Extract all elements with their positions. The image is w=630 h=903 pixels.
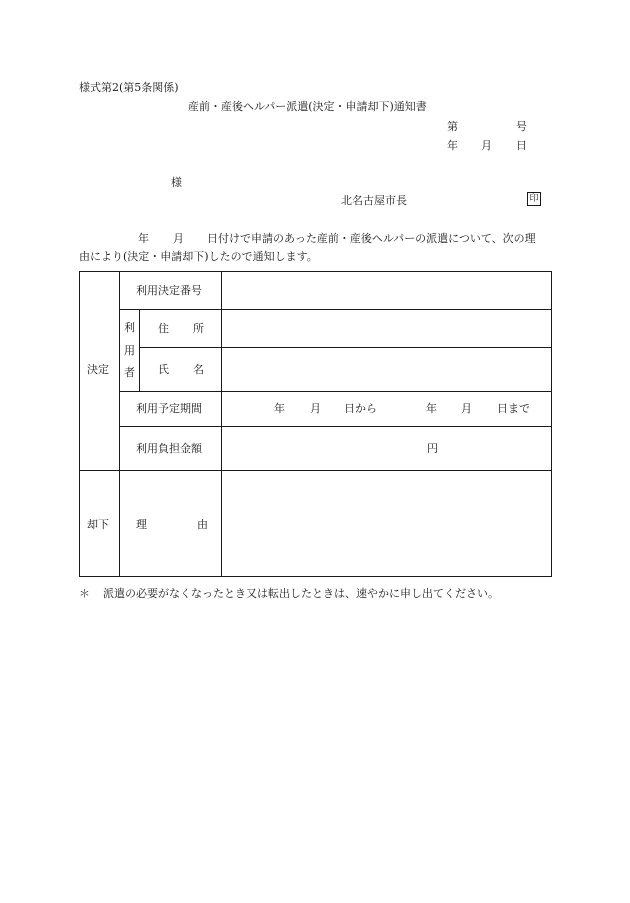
cost-label: 利用負担金額 xyxy=(136,442,202,455)
user-label-char-1: 利 xyxy=(124,321,135,334)
seal-mark: 印 xyxy=(527,192,541,206)
body-text-line1: 日付けで申請のあった産前・産後ヘルパーの派遣について、次の理 xyxy=(207,232,536,245)
reason-label-char-2: 由 xyxy=(197,518,208,531)
body-month: 月 xyxy=(173,232,184,245)
sender-name: 北名古屋市長 xyxy=(341,194,407,207)
document-title: 産前・産後ヘルパー派遣(決定・申請却下)通知書 xyxy=(188,100,427,113)
user-label-char-2: 用 xyxy=(124,344,135,357)
issue-date-year: 年 xyxy=(447,139,458,152)
rejection-label: 却下 xyxy=(87,518,109,531)
footnote xyxy=(79,588,499,599)
reason-label-char-1: 理 xyxy=(136,518,147,531)
addressee-honorific: 様 xyxy=(171,176,182,189)
footnote-text: 派遣の必要がなくなったとき又は転出したときは、速やかに申し出てください。 xyxy=(103,587,499,600)
decision-label: 決定 xyxy=(87,363,109,376)
period-end-month: 月 xyxy=(461,402,472,415)
form-number: 様式第2(第5条関係) xyxy=(79,81,179,94)
address-label-char-2: 所 xyxy=(193,322,204,335)
number-suffix: 号 xyxy=(516,120,527,133)
period-start-month: 月 xyxy=(310,402,321,415)
notice-table xyxy=(79,271,552,577)
body-year: 年 xyxy=(138,232,149,245)
name-label-char-2: 名 xyxy=(193,363,204,376)
cost-unit: 円 xyxy=(427,442,438,455)
footnote-mark: ＊ xyxy=(79,587,90,600)
issue-date-month: 月 xyxy=(481,139,492,152)
table-grid-lines xyxy=(79,271,552,577)
period-start-year: 年 xyxy=(274,402,285,415)
name-label-char-1: 氏 xyxy=(158,363,169,376)
body-text-line2: 由により(決定・申請却下)したので通知します。 xyxy=(79,250,318,263)
issue-date-day: 日 xyxy=(516,139,527,152)
period-end-day: 日まで xyxy=(497,402,530,415)
number-prefix: 第 xyxy=(447,120,458,133)
period-start-day: 日から xyxy=(344,402,377,415)
user-label-char-3: 者 xyxy=(124,366,135,379)
address-label-char-1: 住 xyxy=(158,322,169,335)
period-label: 利用予定期間 xyxy=(136,402,202,415)
decision-number-label: 利用決定番号 xyxy=(136,284,202,297)
period-end-year: 年 xyxy=(426,402,437,415)
